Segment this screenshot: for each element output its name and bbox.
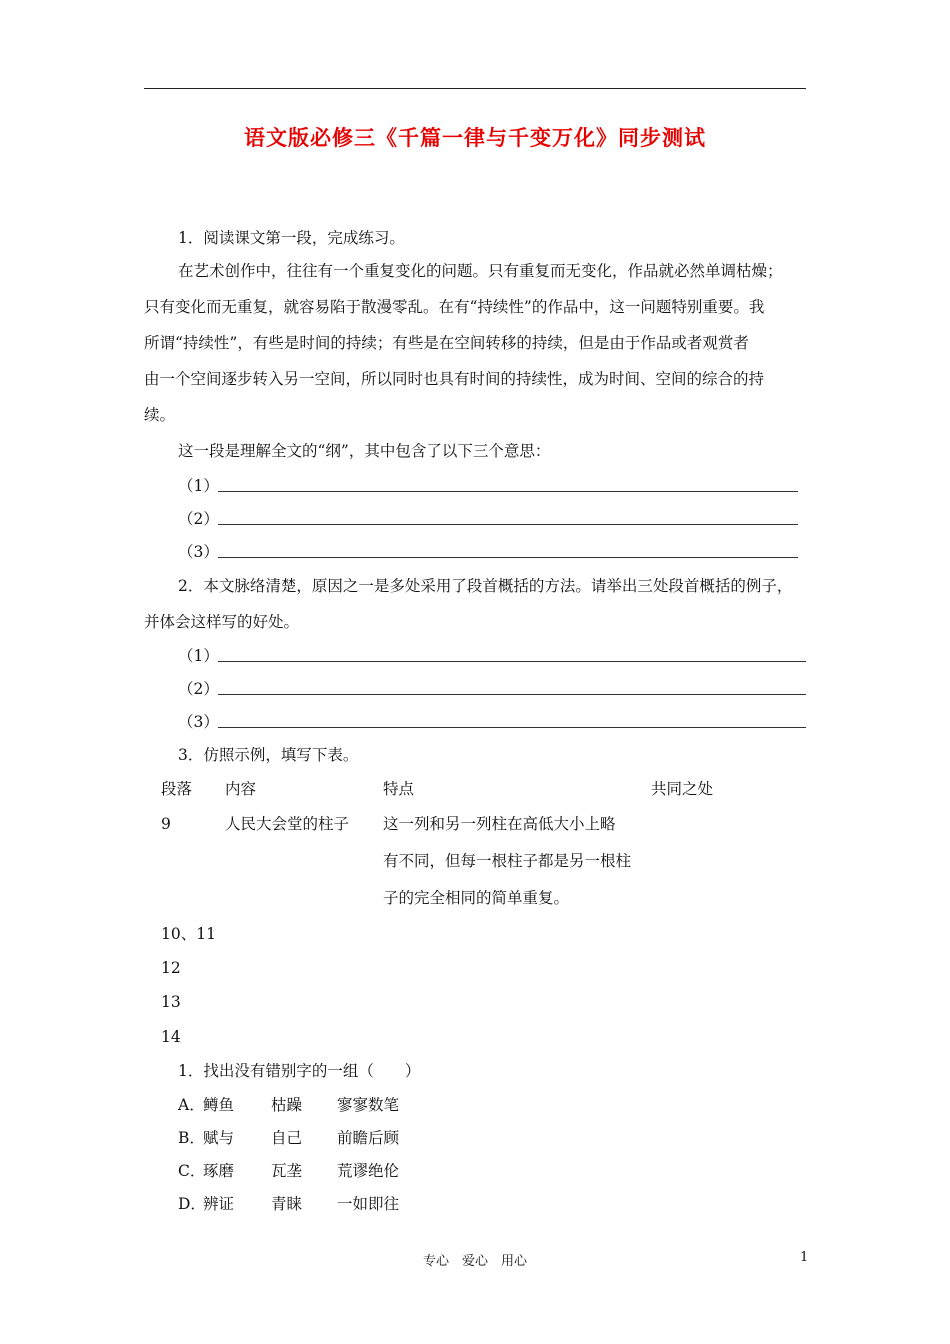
table-header-para: 段落 <box>161 780 193 798</box>
q2-answer-blank-3[interactable] <box>218 727 806 728</box>
table-header-feature: 特点 <box>383 780 415 798</box>
table-header-content: 内容 <box>225 780 257 798</box>
mc-option-word: 枯躁 <box>271 1096 303 1114</box>
mc-option-word: 前瞻后顾 <box>337 1129 400 1147</box>
mc-option-word: 琢磨 <box>203 1162 235 1180</box>
q2-item-label: （3） <box>178 713 219 731</box>
table-cell-content: 人民大会堂的柱子 <box>225 815 350 833</box>
mc-option-word: 鳟鱼 <box>203 1096 235 1114</box>
table-cell-feature-line: 这一列和另一列柱在高低大小上略 <box>383 815 616 833</box>
q1-passage-line: 所谓“持续性”，有些是时间的持续；有些是在空间转移的持续，但是由于作品或者观赏者 <box>144 334 749 352</box>
q2-stem-line: 并体会这样写的好处。 <box>144 613 300 631</box>
table-row-para: 10、11 <box>161 925 216 943</box>
table-cell-feature-line: 子的完全相同的简单重复。 <box>383 889 570 907</box>
mc-option-letter[interactable]: A． <box>178 1096 205 1114</box>
q2-item-label: （2） <box>178 680 219 698</box>
q2-answer-blank-2[interactable] <box>218 694 806 695</box>
q1-item-label: （2） <box>178 510 219 528</box>
q1-passage-line: 只有变化而无重复，就容易陷于散漫零乱。在有“持续性”的作品中，这一问题特别重要。我 <box>144 298 765 316</box>
page-title: 语文版必修三《千篇一律与千变万化》同步测试 <box>244 126 706 150</box>
q1-passage-line: 在艺术创作中，往往有一个重复变化的问题。只有重复而无变化，作品就必然单调枯燥； <box>178 262 783 280</box>
q3-stem: 3．仿照示例，填写下表。 <box>178 746 359 764</box>
mc-option-letter[interactable]: C． <box>178 1162 206 1180</box>
q1-passage-line: 由一个空间逐步转入另一空间，所以同时也具有时间的持续性，成为时间、空间的综合的持 <box>144 370 765 388</box>
q1-item-label: （3） <box>178 543 219 561</box>
mc-option-word: 自己 <box>271 1129 303 1147</box>
mc-option-word: 青睐 <box>271 1195 303 1213</box>
q1-stem: 1．阅读课文第一段，完成练习。 <box>178 229 405 247</box>
mc-option-word: 赋与 <box>203 1129 235 1147</box>
table-cell-feature-line: 有不同，但每一根柱子都是另一根柱 <box>383 852 632 870</box>
q2-item-label: （1） <box>178 647 219 665</box>
q1-answer-blank-3[interactable] <box>218 557 798 558</box>
footer-motto: 专心 爱心 用心 <box>422 1254 527 1269</box>
mc-option-word: 寥寥数笔 <box>337 1096 400 1114</box>
table-row-para: 12 <box>161 959 181 977</box>
q1-prompt: 这一段是理解全文的“纲”，其中包含了以下三个意思： <box>178 442 551 460</box>
q1-passage-line: 续。 <box>144 406 176 424</box>
mc-option-word: 荒谬绝伦 <box>337 1162 400 1180</box>
mc-option-letter[interactable]: B． <box>178 1129 205 1147</box>
table-header-common: 共同之处 <box>651 780 714 798</box>
mc-option-letter[interactable]: D． <box>178 1195 206 1213</box>
q2-stem-line: 2．本文脉络清楚，原因之一是多处采用了段首概括的方法。请举出三处段首概括的例子， <box>178 577 793 595</box>
table-row-para: 14 <box>161 1028 181 1046</box>
mc-option-word: 辨证 <box>203 1195 235 1213</box>
table-cell-para: 9 <box>161 815 171 833</box>
header-rule <box>144 88 806 89</box>
page-number: 1 <box>800 1250 809 1265</box>
mc-option-word: 瓦垄 <box>271 1162 303 1180</box>
mc-option-word: 一如即往 <box>337 1195 400 1213</box>
q2-answer-blank-1[interactable] <box>218 661 806 662</box>
mc-stem: 1．找出没有错别字的一组（ ） <box>178 1062 421 1080</box>
q1-answer-blank-2[interactable] <box>218 524 798 525</box>
table-row-para: 13 <box>161 993 181 1011</box>
q1-item-label: （1） <box>178 477 219 495</box>
q1-answer-blank-1[interactable] <box>218 491 798 492</box>
